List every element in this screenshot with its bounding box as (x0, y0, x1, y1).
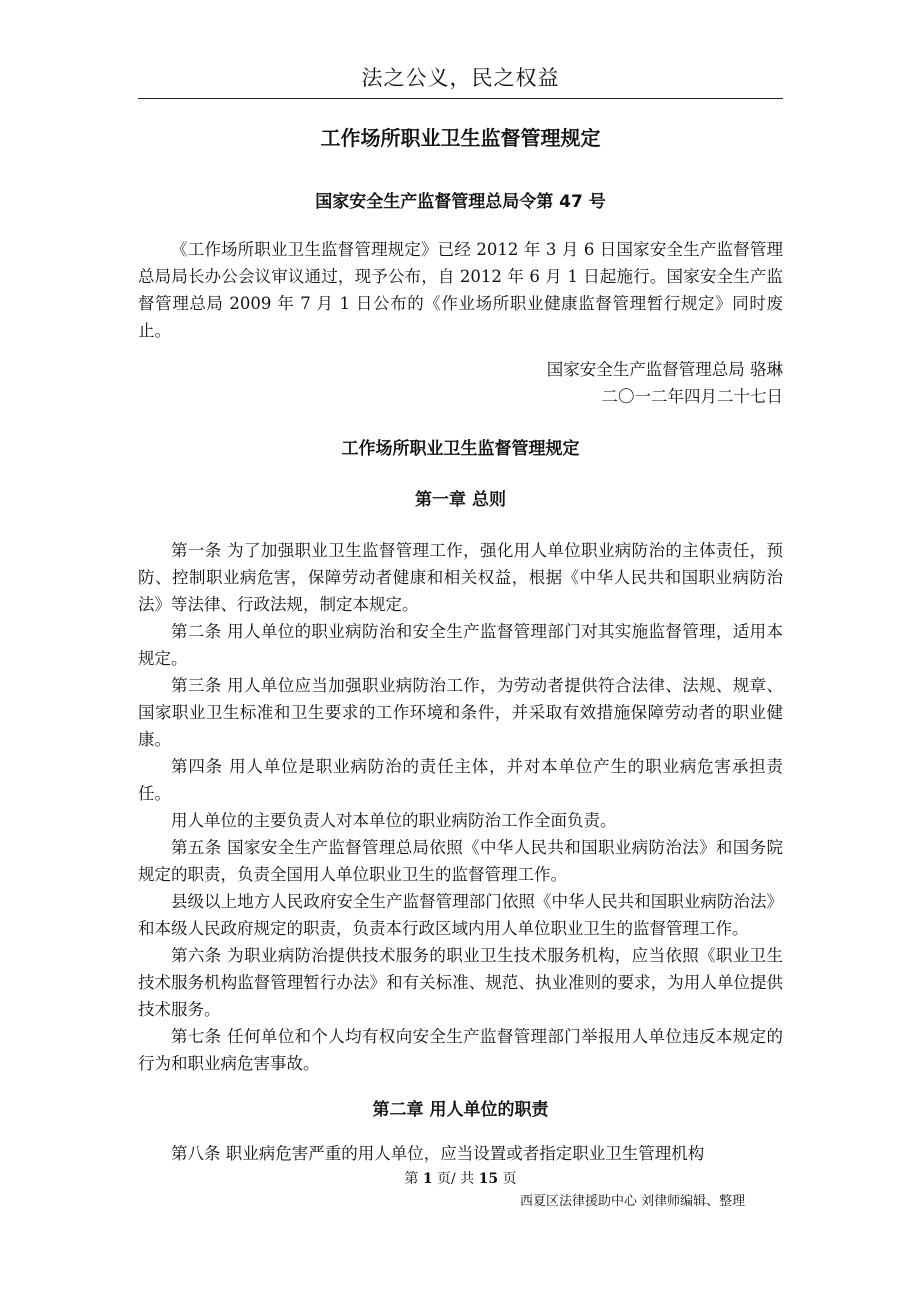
article-6: 第六条 为职业病防治提供技术服务的职业卫生技术服务机构，应当依照《职业卫生技术服务机构监督管理暂行办法》和有关标准、规范、执业准则的要求，为用人单位提供技术服务。 (138, 946, 783, 1019)
order-number: 国家安全生产监督管理总局令第 47 号 (315, 192, 606, 212)
footer-credit: 西夏区法律援助中心 刘律师编辑、整理 (520, 1194, 746, 1209)
page-prefix: 第 (404, 1171, 419, 1187)
page-header-motto: 法之公义，民之权益 (138, 58, 783, 99)
article-4: 第四条 用人单位是职业病防治的责任主体，并对本单位产生的职业病危害承担责任。 (138, 757, 783, 803)
page-total: 15 (478, 1171, 499, 1187)
preamble-paragraph: 《工作场所职业卫生监督管理规定》已经 2012 年 3 月 6 日国家安全生产监督管理总局局长办公会议审议通过，现予公布，自 2012 年 6 月 1 日起施行。国家安全生产监督管理总局 2009 年 7 月 1 日公布的《作业场所职业健康监督管理暂行规定》同时废止。 (138, 240, 783, 340)
chapter-1-body (138, 537, 783, 1077)
regulation-subtitle: 工作场所职业卫生监督管理规定 (341, 439, 580, 459)
document-title: 工作场所职业卫生监督管理规定 (320, 126, 601, 150)
page-current: 1 (422, 1171, 433, 1187)
page-suffix: 页 (502, 1171, 517, 1187)
article-3: 第三条 用人单位应当加强职业病防治工作，为劳动者提供符合法律、法规、规章、国家职业卫生标准和卫生要求的工作环境和条件，并采取有效措施保障劳动者的职业健康。 (138, 676, 783, 749)
signature-block (138, 356, 783, 410)
article-8: 第八条 职业病危害严重的用人单位，应当设置或者指定职业卫生管理机构 (171, 1144, 705, 1163)
preamble-block (138, 236, 783, 344)
article-5: 第五条 国家安全生产监督管理总局依照《中华人民共和国职业病防治法》和国务院规定的职责，负责全国用人单位职业卫生的监督管理工作。 (138, 838, 783, 884)
article-2: 第二条 用人单位的职业病防治和安全生产监督管理部门对其实施监督管理，适用本规定。 (138, 622, 783, 668)
page-mid: 页/ 共 (437, 1171, 475, 1187)
chapter-2-heading: 第二章 用人单位的职责 (372, 1100, 549, 1120)
page-number (138, 1168, 783, 1188)
article-1: 第一条 为了加强职业卫生监督管理工作，强化用人单位职业病防治的主体责任，预防、控制职业病危害，保障劳动者健康和相关权益，根据《中华人民共和国职业病防治法》等法律、行政法规，制定本规定。 (138, 541, 783, 614)
chapter-2-body (138, 1140, 783, 1167)
signatory: 国家安全生产监督管理总局 骆琳 (546, 360, 783, 379)
article-7: 第七条 任何单位和个人均有权向安全生产监督管理部门举报用人单位违反本规定的行为和职业病危害事故。 (138, 1027, 783, 1073)
article-4-clause-2: 用人单位的主要负责人对本单位的职业病防治工作全面负责。 (171, 811, 617, 830)
article-5-clause-2: 县级以上地方人民政府安全生产监督管理部门依照《中华人民共和国职业病防治法》和本级人民政府规定的职责，负责本行政区域内用人单位职业卫生的监督管理工作。 (138, 892, 783, 938)
sign-date: 二〇一二年四月二十七日 (601, 387, 783, 406)
chapter-1-heading: 第一章 总则 (415, 490, 506, 510)
